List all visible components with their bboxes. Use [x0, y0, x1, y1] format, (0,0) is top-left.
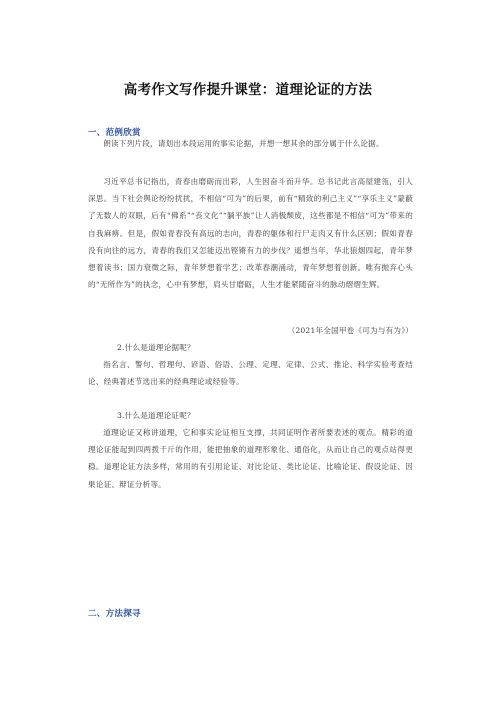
section-heading-methods: 二、方法探寻: [88, 609, 141, 619]
paragraph-reasoning-argument-definition: 道理论证又称讲道理，它和事实论证相互支撑，共同证明作者所要表述的观点。精彩的道理论证能起到四两拨千斤的作用，能把抽象的道理形象化、通俗化，从而让自己的观点站得更稳。道理论证方法多样，常用的有引用论证、对比论证、类比论证、比喻论证、假设论证、因果论证、辩证分析等。: [88, 428, 413, 489]
page-title: 高考作文写作提升课堂：道理论证的方法: [123, 82, 373, 98]
paragraph-reasoning-evidence-definition: 指名言、警句、哲理句、谚语、俗语、公理、定理、定律、公式、推论、科学实验考查结论、经典著述节选出来的经典理论或经验等。: [88, 360, 413, 387]
paragraph-instructions: 朗读下列片段，请划出本段运用的事实论据，并想一想其余的部分属于什么论据。: [103, 139, 384, 148]
question-what-is-reasoning-argument: 3.什么是道理论证呢？: [117, 411, 195, 420]
source-citation: （2021年全国甲卷《可为与有为》）: [287, 326, 413, 335]
question-what-is-reasoning-evidence: 2.什么是道理论据呢？: [117, 343, 195, 352]
paragraph-example-passage: 习近平总书记指出，青春由磨砺而出彩，人生因奋斗而升华。总书记此言高屋建瓴，引人深思。当下社会舆论纷纷扰扰，不相信“可为”的后果，前有“精致的利己主义”“享乐主义”蒙蔽了无数人的双眼，后有“佛系”“丧文化”“躺平族”让人消极颓废，这些都是不相信“可为”带来的自我麻痹。但是，假如青春没有高远的志向，青春的躯体和行尸走肉又有什么区别；假如青春没有向往的远方，青春的我们又怎能迈出铿锵有力的步伐？遥想当年，华北狼烟四起，青年梦想着读书；国力衰微之际，青年梦想着学艺；改革春潮涌动，青年梦想着创新。唯有抛弃心头的“无所作为”的执念，心中有梦想，肩头甘磨砺，人生才能紧随奋斗的脉动熠熠生辉。: [88, 177, 413, 290]
section-heading-examples: 一、范例欣赏: [88, 128, 141, 138]
